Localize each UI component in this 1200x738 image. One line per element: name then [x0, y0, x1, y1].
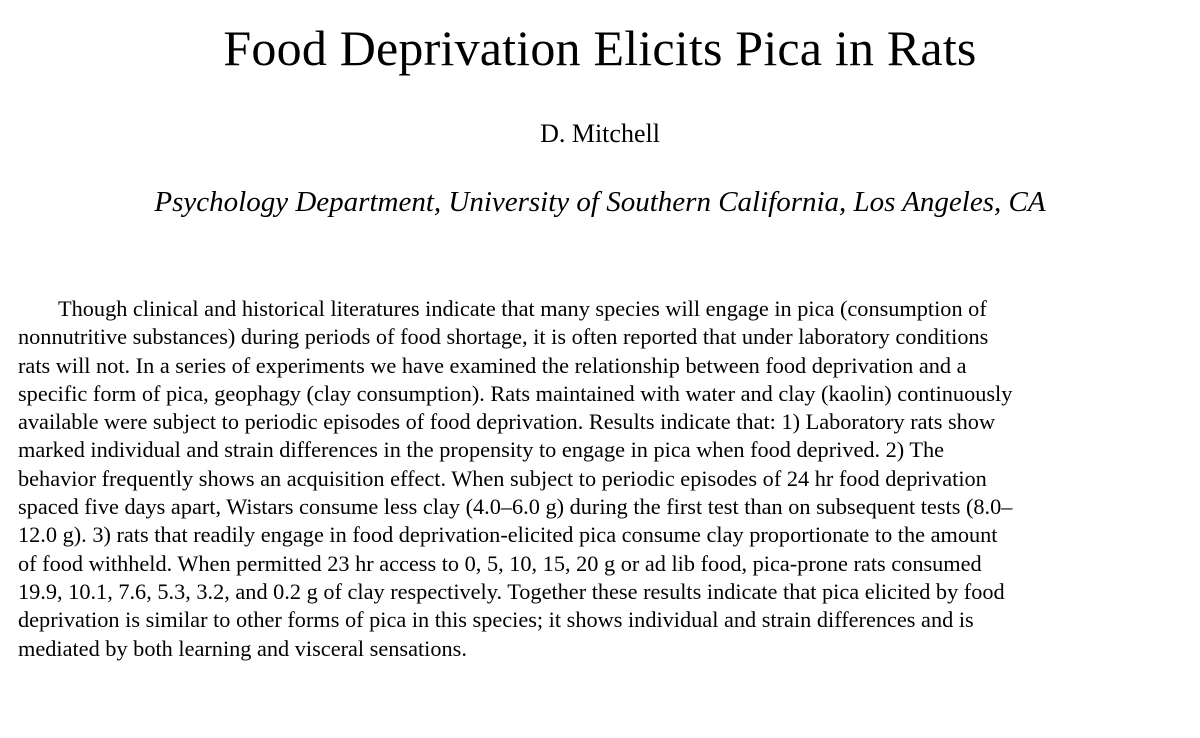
abstract-line-6: marked individual and strain differences in the propensity to engage in pica when food deprived. 2) The: [18, 437, 945, 463]
abstract-line-7: behavior frequently shows an acquisition effect. When subject to periodic episodes of 24 hr food deprivation: [18, 465, 987, 491]
paper-title: Food Deprivation Elicits Pica in Rats: [223, 20, 977, 76]
abstract-line-1: Though clinical and historical literatures indicate that many species will engage in pica (consumption of: [58, 296, 987, 321]
abstract-line-8: spaced five days apart, Wistars consume less clay (4.0–6.0 g) during the first test than on subsequent tests (8.0–: [18, 494, 1013, 520]
author-name: D. Mitchell: [540, 119, 660, 148]
abstract-line-3: rats will not. In a series of experiments we have examined the relationship between food deprivation and a: [18, 352, 967, 378]
abstract-line-12: deprivation is similar to other forms of pica in this species; it shows individual and strain differences and is: [18, 607, 974, 633]
abstract-line-5: available were subject to periodic episodes of food deprivation. Results indicate that: 1) Laboratory rats show: [18, 409, 996, 435]
abstract-line-9: 12.0 g). 3) rats that readily engage in food deprivation-elicited pica consume clay proportionate to the amount: [18, 522, 998, 548]
abstract-line-13: mediated by both learning and visceral sensations.: [18, 635, 467, 661]
abstract-line-4: specific form of pica, geophagy (clay consumption). Rats maintained with water and clay (kaolin) continuously: [18, 380, 1013, 406]
author-affiliation: Psychology Department, University of Southern California, Los Angeles, CA: [154, 186, 1046, 218]
abstract-line-10: of food withheld. When permitted 23 hr access to 0, 5, 10, 15, 20 g or ad lib food, pica-prone rats consumed: [18, 550, 982, 576]
abstract-line-2: nonnutritive substances) during periods of food shortage, it is often reported that under laboratory conditions: [18, 324, 989, 350]
abstract-line-11: 19.9, 10.1, 7.6, 5.3, 3.2, and 0.2 g of clay respectively. Together these results indicate that pica elicited by food: [18, 578, 1005, 604]
abstract-paragraph: [18, 295, 1182, 663]
